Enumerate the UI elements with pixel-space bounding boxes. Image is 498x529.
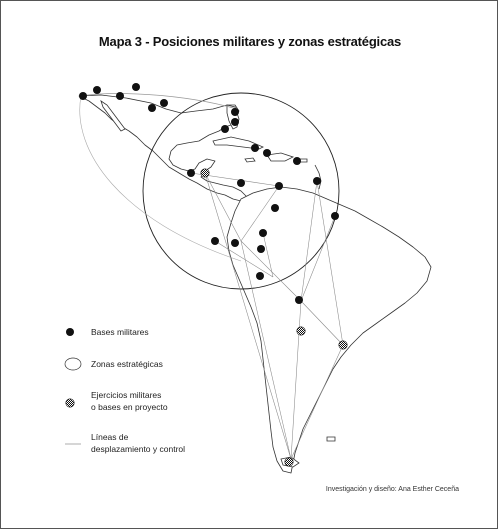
credit-text: Investigación y diseño: Ana Esther Ceceña xyxy=(325,486,459,493)
base-marker xyxy=(160,99,168,107)
legend-exercises-line1: Ejercicios militares xyxy=(91,390,162,400)
north-america-landmass xyxy=(79,95,247,201)
base-marker xyxy=(187,169,195,177)
exercise-marker xyxy=(339,341,347,349)
legend-lines-line2: desplazamiento y control xyxy=(91,444,186,454)
line-legend-icon xyxy=(63,437,83,451)
base-marker xyxy=(293,157,301,165)
base-marker xyxy=(148,104,156,112)
legend-exercises-line2: o bases en proyecto xyxy=(91,402,168,412)
base-marker xyxy=(116,92,124,100)
exercise-marker xyxy=(201,169,209,177)
exercise-marker xyxy=(285,458,293,466)
base-marker xyxy=(257,245,265,253)
base-marker xyxy=(231,118,239,126)
falkland-islands xyxy=(327,437,335,441)
base-marker xyxy=(259,229,267,237)
base-marker xyxy=(79,92,87,100)
base-marker xyxy=(251,144,259,152)
base-marker xyxy=(256,272,264,280)
base-legend-icon xyxy=(63,326,77,338)
base-marker xyxy=(132,83,140,91)
legend-bases-label: Bases militares xyxy=(91,327,149,337)
base-marker xyxy=(275,182,283,190)
base-marker xyxy=(331,212,339,220)
base-marker xyxy=(93,86,101,94)
base-marker xyxy=(237,179,245,187)
base-marker xyxy=(271,204,279,212)
jamaica xyxy=(245,158,255,162)
legend-lines-line1: Líneas de xyxy=(91,432,129,442)
base-marker xyxy=(263,149,271,157)
legend-zones-label: Zonas estratégicas xyxy=(91,359,163,369)
base-marker xyxy=(221,125,229,133)
map-title: Mapa 3 - Posiciones militares y zonas estratégicas xyxy=(98,34,402,49)
base-marker xyxy=(313,177,321,185)
hispaniola xyxy=(267,153,293,161)
exercise-marker xyxy=(297,327,305,335)
lesser-antilles xyxy=(315,165,321,189)
base-marker xyxy=(231,239,239,247)
zone-legend-icon xyxy=(63,357,83,371)
base-marker xyxy=(231,108,239,116)
exercise-legend-icon xyxy=(63,396,77,410)
base-marker xyxy=(211,237,219,245)
base-marker xyxy=(295,296,303,304)
